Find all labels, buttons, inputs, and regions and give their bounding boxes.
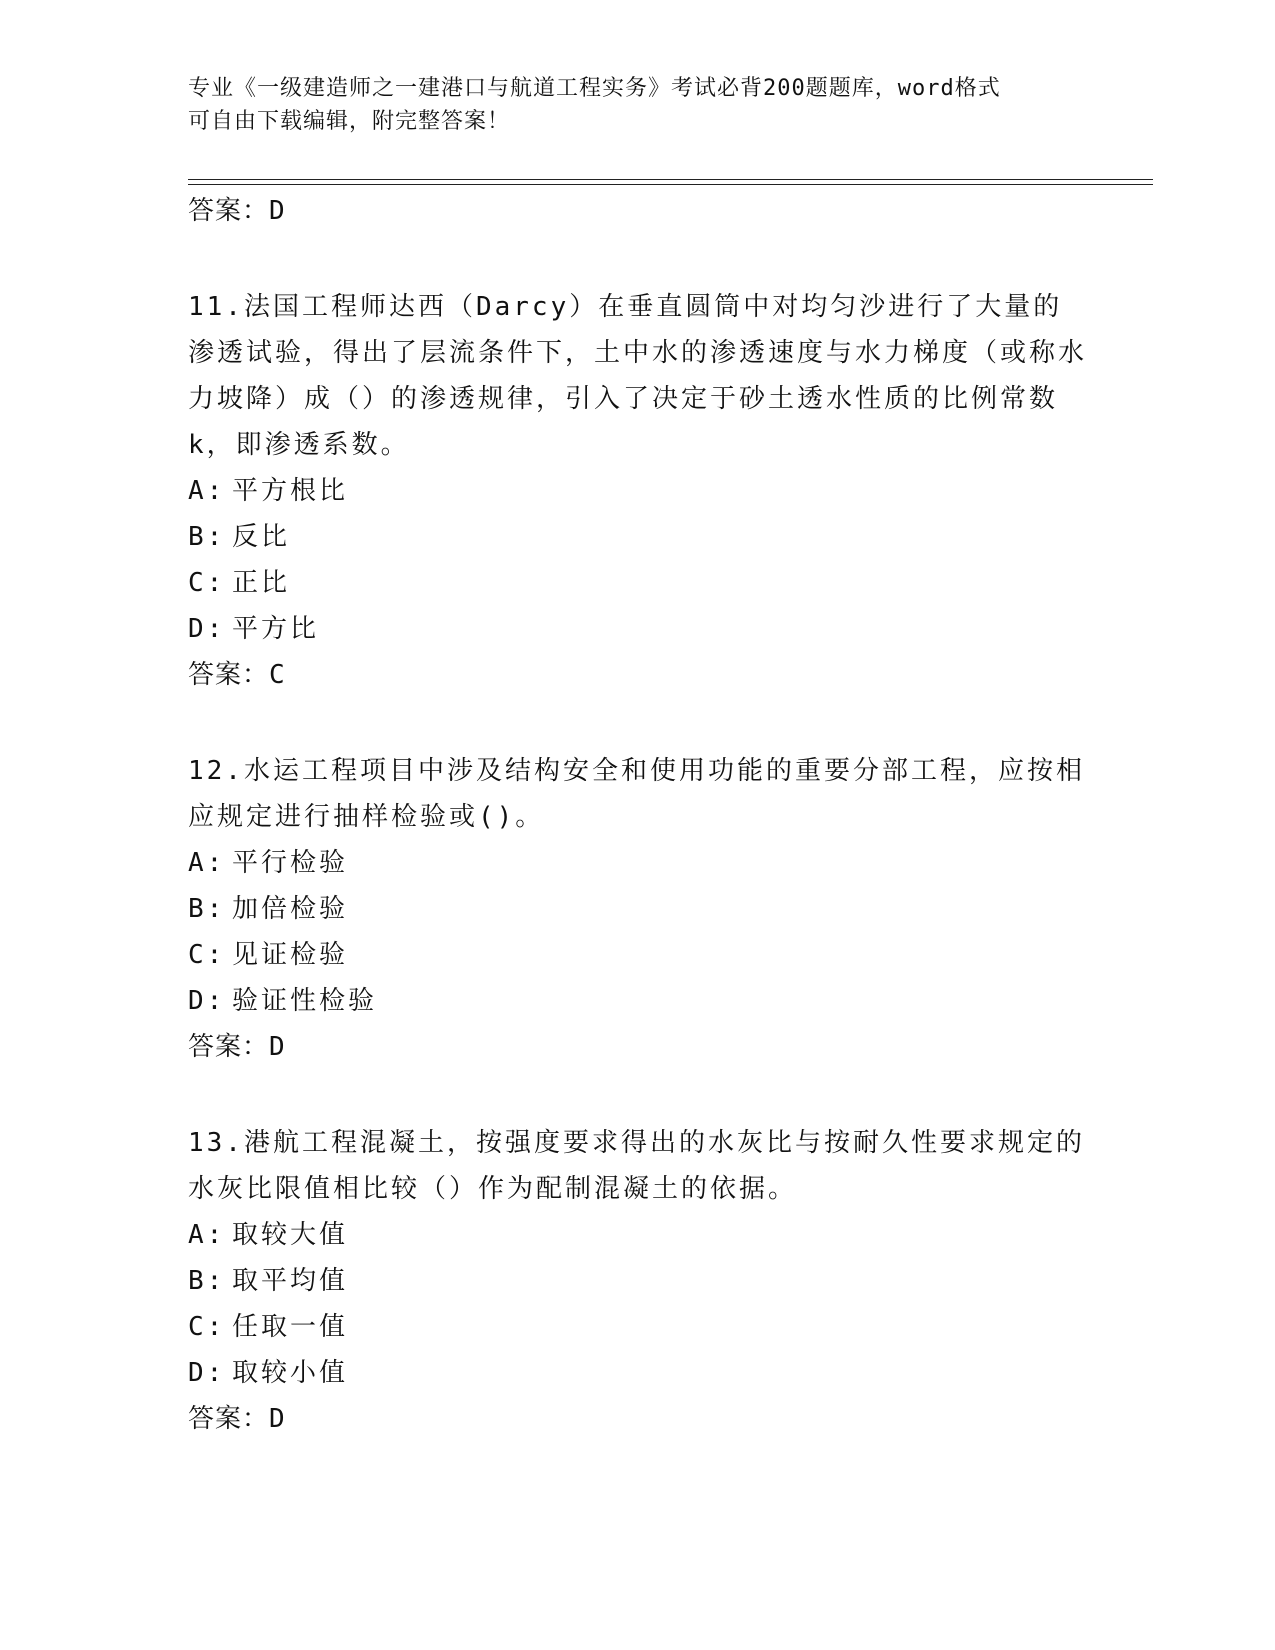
option-a [188, 840, 1088, 886]
option-letter: D: [188, 1358, 226, 1388]
option-text: 加倍检验 [232, 894, 349, 924]
option-b [188, 514, 1088, 560]
option-text: 验证性检验 [232, 986, 378, 1016]
answer-line: 答案：D [188, 1404, 286, 1434]
option-letter: B: [188, 522, 226, 552]
answer-line: 答案：D [188, 1032, 286, 1062]
option-letter: C: [188, 1312, 226, 1342]
option-letter: D: [188, 614, 226, 644]
option-letter: A: [188, 848, 226, 878]
option-text: 任取一值 [232, 1312, 349, 1342]
option-letter: B: [188, 1266, 226, 1296]
option-b [188, 1258, 1088, 1304]
question-stem: 12.水运工程项目中涉及结构安全和使用功能的重要分部工程，应按相应规定进行抽样检验或()。 [188, 756, 1085, 832]
option-text: 正比 [232, 568, 291, 598]
question-list [188, 188, 1088, 1492]
option-a [188, 1212, 1088, 1258]
option-b [188, 886, 1088, 932]
question-item [188, 748, 1088, 1070]
option-letter: C: [188, 940, 226, 970]
option-text: 见证检验 [232, 940, 349, 970]
question-item [188, 284, 1088, 698]
option-letter: A: [188, 476, 226, 506]
option-text: 取较大值 [232, 1220, 349, 1250]
previous-answer: 答案：D [188, 196, 286, 226]
option-text: 平行检验 [232, 848, 349, 878]
option-text: 平方比 [232, 614, 320, 644]
option-text: 平方根比 [232, 476, 349, 506]
option-letter: D: [188, 986, 226, 1016]
option-c [188, 560, 1088, 606]
option-letter: C: [188, 568, 226, 598]
option-d [188, 606, 1088, 652]
option-text: 取较小值 [232, 1358, 349, 1388]
option-letter: A: [188, 1220, 226, 1250]
page-header [188, 72, 1068, 138]
header-rule-bottom [188, 184, 1153, 185]
question-stem: 11.法国工程师达西（Darcy）在垂直圆筒中对均匀沙进行了大量的渗透试验，得出了层流条件下，土中水的渗透速度与水力梯度（或称水力坡降）成（）的渗透规律，引入了决定于砂土透水性质的比例常数k，即渗透系数。 [188, 292, 1088, 460]
option-c [188, 932, 1088, 978]
option-text: 反比 [232, 522, 291, 552]
header-line-2: 可自由下载编辑，附完整答案！ [188, 109, 511, 134]
option-c [188, 1304, 1088, 1350]
option-letter: B: [188, 894, 226, 924]
question-stem: 13.港航工程混凝土，按强度要求得出的水灰比与按耐久性要求规定的水灰比限值相比较（）作为配制混凝土的依据。 [188, 1128, 1085, 1204]
option-d [188, 1350, 1088, 1396]
question-item [188, 1120, 1088, 1442]
answer-line: 答案：C [188, 660, 286, 690]
header-rule-top [188, 179, 1153, 180]
header-line-1: 专业《一级建造师之一建港口与航道工程实务》考试必背200题题库，word格式 [188, 76, 1001, 101]
option-a [188, 468, 1088, 514]
option-text: 取平均值 [232, 1266, 349, 1296]
option-d [188, 978, 1088, 1024]
